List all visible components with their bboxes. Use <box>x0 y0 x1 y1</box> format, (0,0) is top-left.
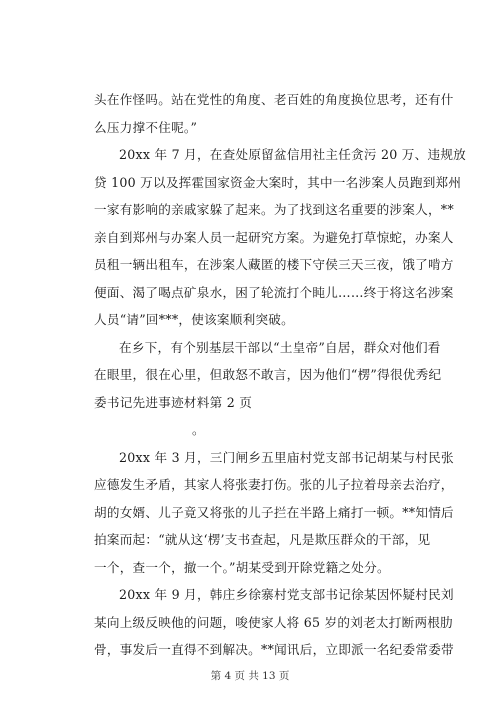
paragraph-start-line: 在乡下，有个别基层干部以“土皇帝”自居，群众对他们看 <box>119 339 441 355</box>
paragraph-start-line: 20xx 年 9 月，韩庄乡徐寨村党支部书记徐某因怀疑村民刘 <box>119 587 454 602</box>
text-line: 拍案而起：“就从这‘楞’支书查起，凡是欺压群众的干部，见 <box>94 532 431 547</box>
text-line: 人员“请”回***，使该案顺利突破。 <box>94 312 294 327</box>
text-line: 。 <box>192 422 205 437</box>
text-line: 便面、渴了喝点矿泉水，困了轮流打个盹儿……终于将这名涉案 <box>94 284 454 300</box>
text-line: 员租一辆出租车，在涉案人藏匿的楼下守侯三天三夜，饿了啃方 <box>94 257 454 272</box>
text-line: 某向上级反映他的问题，唆使家人将 65 岁的刘老太打断两根肋 <box>94 614 453 630</box>
paragraph-start-line: 20xx 年 7 月，在查处原留盆信用社主任贪污 20 万、违规放 <box>119 147 467 162</box>
text-line: 应德发生矛盾，其家人将张妻打伤。张的儿子拉着母亲去治疗， <box>94 477 454 492</box>
text-line: 胡的女婿、儿子竟又将张的儿子拦在半路上痛打一顿。**知情后 <box>94 504 454 520</box>
text-line: 一家有影响的亲戚家躲了起来。为了找到这名重要的涉案人，** <box>94 202 454 217</box>
document-body <box>94 86 467 664</box>
paragraph-start-line: 20xx 年 3 月，三门闸乡五里庙村党支部书记胡某与村民张 <box>119 449 454 465</box>
text-line: 亲自到郑州与办案人员一起研究方案。为避免打草惊蛇，办案人 <box>94 229 454 245</box>
page-footer: 第 4 页 共 13 页 <box>210 670 290 682</box>
text-line: 么压力撑不住呢。” <box>94 119 198 135</box>
text-line: 骨，事发后一直得不到解决。**闻讯后，立即派一名纪委常委带 <box>94 642 454 657</box>
text-line: 贷 100 万以及挥霍国家资金大案时，其中一名涉案人员跑到郑州 <box>94 174 462 190</box>
text-line: 头在作怪吗。站在党性的角度、老百姓的角度换位思考，还有什 <box>94 92 454 107</box>
text-line: 在眼里，很在心里，但敢怒不敢言，因为他们“楞”得很优秀纪 <box>94 367 442 382</box>
text-line: 一个，查一个，撤一个。”胡某受到开除党籍之处分。 <box>94 559 390 575</box>
text-line: 委书记先进事迹材料第 2 页 <box>94 394 253 410</box>
